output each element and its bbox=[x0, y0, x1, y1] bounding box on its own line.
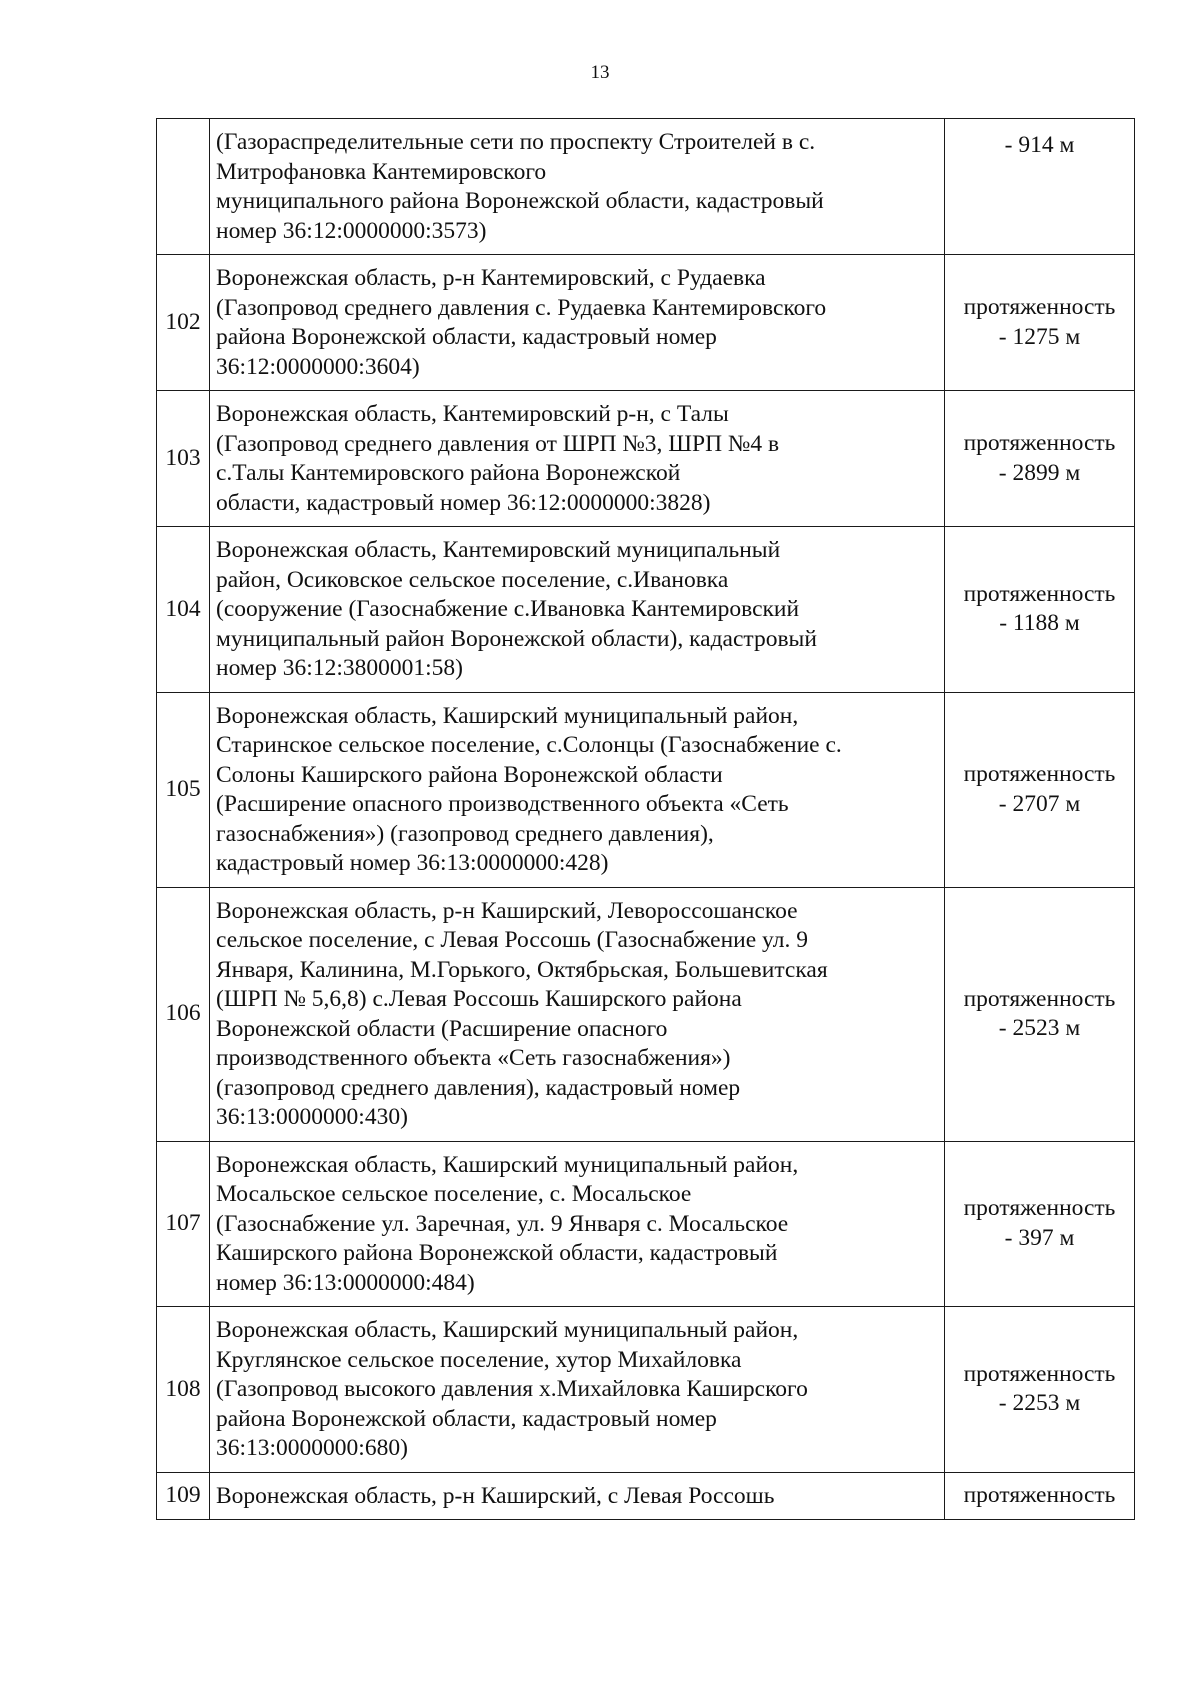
row-number-cell: 104 bbox=[157, 527, 210, 693]
length-cell bbox=[945, 1307, 1135, 1473]
length-value: - 1188 м bbox=[999, 610, 1080, 637]
description-line: Воронежская область, Каширский муниципальный район, bbox=[216, 1317, 799, 1343]
description-cell bbox=[210, 119, 945, 255]
description-line: кадастровый номер 36:13:0000000:428) bbox=[216, 850, 609, 876]
length-cell bbox=[945, 1141, 1135, 1307]
description-line: Воронежская область, Кантемировский р-н, с Талы bbox=[216, 401, 729, 427]
description-line: муниципальный район Воронежской области), кадастровый bbox=[216, 625, 817, 652]
description-line: 36:12:0000000:3604) bbox=[216, 353, 420, 380]
row-number-cell: 107 bbox=[157, 1141, 210, 1307]
description-line: номер 36:12:0000000:3573) bbox=[216, 217, 487, 244]
table-row bbox=[157, 1307, 1135, 1473]
length-value: - 2253 м bbox=[998, 1390, 1081, 1417]
description-line: муниципального района Воронежской области, кадастровый bbox=[216, 188, 824, 214]
description-line: Солоны Каширского района Воронежской области bbox=[216, 761, 723, 788]
page-number: 13 bbox=[590, 62, 610, 83]
description-line: (Газопровод высокого давления х.Михайловка Каширского bbox=[216, 1376, 808, 1402]
table-row bbox=[157, 391, 1135, 527]
description-line: Воронежская область, Кантемировский муниципальный bbox=[216, 537, 781, 563]
length-label: протяженность bbox=[963, 761, 1116, 787]
description-cell bbox=[210, 527, 945, 693]
length-label: протяженность bbox=[963, 1360, 1116, 1387]
description-line: Воронежской области (Расширение опасного bbox=[216, 1015, 668, 1042]
description-cell bbox=[210, 1141, 945, 1307]
length-value: - 2899 м bbox=[998, 459, 1081, 486]
length-value: - 397 м bbox=[1004, 1224, 1075, 1251]
description-cell bbox=[210, 887, 945, 1141]
description-line: (Газопровод среднего давления с. Рудаевка Кантемировского bbox=[216, 294, 827, 321]
description-line: (сооружение (Газоснабжение с.Ивановка Кантемировский bbox=[216, 596, 800, 622]
length-label: протяженность bbox=[963, 294, 1116, 320]
description-line: номер 36:13:0000000:484) bbox=[216, 1269, 475, 1296]
description-line: Воронежская область, Каширский муниципальный район, bbox=[216, 702, 799, 729]
description-line: 36:13:0000000:430) bbox=[216, 1104, 408, 1130]
table-row bbox=[157, 527, 1135, 693]
length-cell bbox=[945, 1472, 1135, 1520]
description-line: (газопровод среднего давления), кадастровый номер bbox=[216, 1074, 741, 1101]
table-row bbox=[157, 119, 1135, 255]
length-cell bbox=[945, 692, 1135, 887]
table-row bbox=[157, 1472, 1135, 1520]
description-line: Митрофановка Кантемировского bbox=[216, 158, 547, 185]
table-row bbox=[157, 887, 1135, 1141]
table-row bbox=[157, 692, 1135, 887]
description-line: Старинское сельское поселение, с.Солонцы (Газоснабжение с. bbox=[216, 732, 842, 758]
description-line: сельское поселение, с Левая Россошь (Газоснабжение ул. 9 bbox=[216, 927, 808, 953]
description-line: Воронежская область, р-н Кантемировский, с Рудаевка bbox=[216, 265, 766, 291]
description-line: производственного объекта «Сеть газоснабжения») bbox=[216, 1045, 731, 1071]
length-label: протяженность bbox=[963, 1195, 1116, 1222]
description-line: газоснабжения») (газопровод среднего давления), bbox=[216, 820, 714, 847]
length-cell bbox=[945, 391, 1135, 527]
description-line: Воронежская область, р-н Каширский, Левороссошанское bbox=[216, 897, 798, 924]
description-line: с.Талы Кантемировского района Воронежской bbox=[216, 460, 681, 486]
gas-pipeline-table bbox=[156, 118, 1135, 1520]
description-line: (Расширение опасного производственного объекта «Сеть bbox=[216, 791, 789, 817]
description-line: (Газоснабжение ул. Заречная, ул. 9 Января с. Мосальское bbox=[216, 1210, 789, 1237]
row-number-cell bbox=[157, 119, 210, 255]
description-line: района Воронежской области, кадастровый номер bbox=[216, 324, 717, 350]
length-cell bbox=[945, 119, 1135, 255]
length-value: - 1275 м bbox=[998, 323, 1081, 350]
table-row bbox=[157, 255, 1135, 391]
length-value: - 2707 м bbox=[998, 790, 1081, 817]
description-line: Каширского района Воронежской области, кадастровый bbox=[216, 1240, 778, 1266]
length-value: - 914 м bbox=[1004, 132, 1075, 158]
description-line: (Газопровод среднего давления от ШРП №3, ШРП №4 в bbox=[216, 430, 780, 457]
length-cell bbox=[945, 255, 1135, 391]
row-number-cell: 106 bbox=[157, 887, 210, 1141]
description-line: области, кадастровый номер 36:12:0000000:3828) bbox=[216, 489, 711, 516]
length-value: - 2523 м bbox=[998, 1015, 1081, 1041]
length-label: протяженность bbox=[963, 430, 1116, 456]
description-cell bbox=[210, 1472, 945, 1520]
description-line: номер 36:12:3800001:58) bbox=[216, 655, 463, 681]
length-label: протяженность bbox=[963, 985, 1116, 1012]
description-line: (Газораспределительные сети по проспекту Строителей в с. bbox=[216, 129, 816, 155]
description-line: (ШРП № 5,6,8) с.Левая Россошь Каширского района bbox=[216, 986, 742, 1012]
length-cell bbox=[945, 527, 1135, 693]
description-line: района Воронежской области, кадастровый номер bbox=[216, 1405, 717, 1432]
length-label: протяженность bbox=[963, 1482, 1116, 1508]
description-line: Мосальское сельское поселение, с. Мосальское bbox=[216, 1181, 692, 1207]
length-label: протяженность bbox=[963, 580, 1116, 607]
row-number-cell: 103 bbox=[157, 391, 210, 527]
table-row bbox=[157, 1141, 1135, 1307]
description-line: Воронежская область, Каширский муниципальный район, bbox=[216, 1151, 799, 1178]
description-line: Круглянское сельское поселение, хутор Михайловка bbox=[216, 1346, 742, 1373]
row-number-cell: 105 bbox=[157, 692, 210, 887]
description-line: Января, Калинина, М.Горького, Октябрьская, Большевитская bbox=[216, 956, 828, 983]
description-cell bbox=[210, 1307, 945, 1473]
description-line: район, Осиковское сельское поселение, с.Ивановка bbox=[216, 566, 729, 593]
description-cell bbox=[210, 391, 945, 527]
description-cell bbox=[210, 692, 945, 887]
description-cell bbox=[210, 255, 945, 391]
length-cell bbox=[945, 887, 1135, 1141]
description-line: 36:13:0000000:680) bbox=[216, 1435, 408, 1461]
row-number-cell: 109 bbox=[157, 1472, 210, 1520]
row-number-cell: 108 bbox=[157, 1307, 210, 1473]
row-number-cell: 102 bbox=[157, 255, 210, 391]
description-line: Воронежская область, р-н Каширский, с Левая Россошь bbox=[216, 1482, 775, 1509]
